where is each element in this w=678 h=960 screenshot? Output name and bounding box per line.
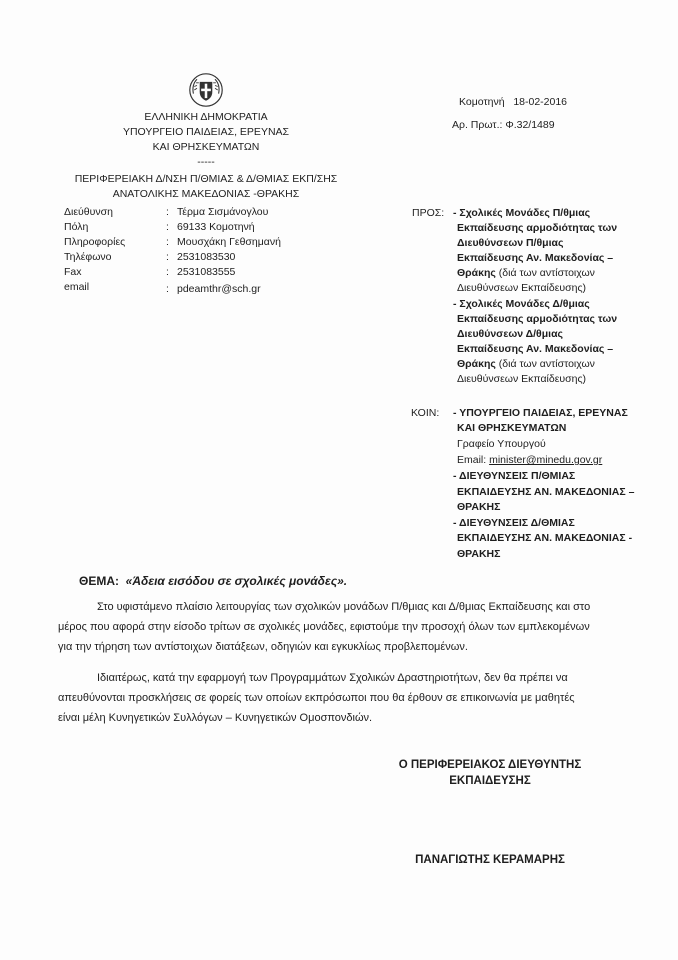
contact-value: Τέρμα Σισμάνογλου [177, 206, 269, 218]
recipient-bold: Θράκης [457, 358, 496, 370]
contact-label: email [64, 281, 90, 293]
subject-line [79, 574, 347, 589]
cc-line: - ΔΙΕΥΘΥΝΣΕΙΣ Π/ΘΜΙΑΣ [453, 470, 576, 482]
body-line: είναι μέλη Κυνηγετικών Συλλόγων – Κυνηγετικών Ομοσπονδιών. [58, 712, 373, 724]
contact-colon: : [166, 251, 169, 263]
contact-value: 2531083530 [177, 251, 236, 263]
cc-line: ΘΡΑΚΗΣ [457, 501, 501, 513]
contact-colon: : [166, 206, 169, 218]
cc-line: ΕΚΠΑΙΔΕΥΣΗΣ ΑΝ. ΜΑΚΕΔΟΝΙΑΣ – [457, 486, 635, 498]
cc-line: Γραφείο Υπουργού [457, 438, 546, 450]
signatory-title-1: Ο ΠΕΡΙΦΕΡΕΙΑΚΟΣ ΔΙΕΥΘΥΝΤΗΣ [398, 759, 582, 771]
contact-label: Πληροφορίες [64, 236, 126, 248]
body-line: μέρος που αφορά στην είσοδο τρίτων σε σχολικές μονάδες, εφιστούμε την προσοχή όλων των εμπλεκομένων [58, 621, 590, 633]
header-separator: ----- [197, 156, 215, 168]
body-line: Στο υφιστάμενο πλαίσιο λειτουργίας των σχολικών μονάδων Π/θμιας και Δ/θμιας Εκπαίδευσης και στο [97, 601, 591, 613]
recipient-line: Εκπαίδευσης Αν. Μακεδονίας – [457, 252, 614, 264]
recipient-line: Διευθύνσεων Εκπαίδευσης) [457, 282, 587, 294]
cc-line: - ΥΠΟΥΡΓΕΙΟ ΠΑΙΔΕΙΑΣ, ΕΡΕΥΝΑΣ [453, 407, 628, 419]
signatory-title-2: ΕΚΠΑΙΔΕΥΣΗΣ [449, 775, 531, 787]
contact-value: 69133 Κομοτηνή [177, 221, 255, 233]
contact-colon: : [166, 236, 169, 248]
cc-email-line [457, 454, 602, 467]
cc-line: ΘΡΑΚΗΣ [457, 548, 501, 560]
recipient-line: Εκπαίδευσης αρμοδιότητας των [457, 313, 618, 325]
recipient-line: Διευθύνσεων Δ/θμιας [457, 328, 563, 340]
contact-colon: : [166, 266, 169, 278]
cc-line: ΕΚΠΑΙΔΕΥΣΗΣ ΑΝ. ΜΑΚΕΔΟΝΙΑΣ - [457, 532, 633, 544]
ministry-line-1: ΥΠΟΥΡΓΕΙΟ ΠΑΙΔΕΙΑΣ, ΕΡΕΥΝΑΣ [122, 126, 290, 138]
protocol-number: Φ.32/1489 [505, 119, 555, 131]
recipient-line: Διευθύνσεων Εκπαίδευσης) [457, 373, 587, 385]
greek-emblem-icon [188, 72, 224, 108]
recipient-line: - Σχολικές Μονάδες Π/θμιας [453, 207, 591, 219]
contact-label: Διεύθυνση [64, 206, 113, 218]
signatory-name: ΠΑΝΑΓΙΩΤΗΣ ΚΕΡΑΜΑΡΗΣ [415, 854, 565, 866]
ministry-line-2: ΚΑΙ ΘΡΗΣΚΕΥΜΑΤΩΝ [152, 141, 260, 153]
directorate-line-2: ΑΝΑΤΟΛΙΚΗΣ ΜΑΚΕΔΟΝΙΑΣ -ΘΡΑΚΗΣ [112, 188, 300, 200]
cc-line: ΚΑΙ ΘΡΗΣΚΕΥΜΑΤΩΝ [457, 422, 567, 434]
contact-label: Τηλέφωνο [64, 251, 112, 263]
recipient-line: Εκπαίδευσης Αν. Μακεδονίας – [457, 343, 614, 355]
protocol-line [452, 119, 555, 132]
contact-value: Μουσχάκη Γεθσημανή [177, 236, 281, 248]
contact-colon: : [166, 221, 169, 233]
recipient-bold: Θράκης [457, 267, 496, 279]
recipient-line: Διευθύνσεων Π/θμιας [457, 237, 564, 249]
subject-text: «Άδεια εισόδου σε σχολικές μονάδες». [125, 574, 348, 588]
body-line: Ιδιαιτέρως, κατά την εφαρμογή των Προγραμμάτων Σχολικών Δραστηριοτήτων, δεν θα πρέπει να [97, 672, 568, 684]
recipient-tail: (διά των αντίστοιχων [495, 358, 595, 370]
contact-email: pdeamthr@sch.gr [177, 283, 261, 295]
protocol-label: Αρ. Πρωτ.: [452, 119, 503, 131]
date-line [459, 96, 567, 109]
cc-line: - ΔΙΕΥΘΥΝΣΕΙΣ Δ/ΘΜΙΑΣ [453, 517, 575, 529]
contact-label: Fax [64, 266, 82, 278]
directorate-line-1: ΠΕΡΙΦΕΡΕΙΑΚΗ Δ/ΝΣΗ Π/ΘΜΙΑΣ & Δ/ΘΜΙΑΣ ΕΚΠ/ΣΗΣ [74, 173, 338, 185]
cc-email-label: Email: [457, 454, 490, 466]
subject-label: ΘΕΜΑ: [79, 574, 119, 588]
to-label: ΠΡΟΣ: [412, 207, 445, 219]
place: Κομοτηνή [459, 96, 505, 108]
recipient-line [457, 358, 595, 371]
contact-value: 2531083555 [177, 266, 236, 278]
recipient-line [457, 267, 595, 280]
body-line: για την τήρηση των αντίστοιχων διατάξεων, οδηγιών και εγκυκλίως προβλεπομένων. [58, 641, 468, 653]
recipient-line: - Σχολικές Μονάδες Δ/θμιας [453, 298, 590, 310]
body-line: απευθύνονται προσκλήσεις σε φορείς των οποίων εκπρόσωποι που θα έρθουν σε επικοινωνία με μαθητές [58, 692, 575, 704]
republic-heading: ΕΛΛΗΝΙΚΗ ΔΗΜΟΚΡΑΤΙΑ [144, 111, 268, 123]
date: 18-02-2016 [513, 96, 568, 108]
recipient-tail: (διά των αντίστοιχων [495, 267, 595, 279]
contact-colon: : [166, 283, 169, 295]
minister-email-link[interactable]: minister@minedu.gov.gr [489, 454, 603, 466]
contact-label: Πόλη [64, 221, 89, 233]
recipient-line: Εκπαίδευσης αρμοδιότητας των [457, 222, 618, 234]
cc-label: ΚΟΙΝ: [411, 407, 440, 419]
